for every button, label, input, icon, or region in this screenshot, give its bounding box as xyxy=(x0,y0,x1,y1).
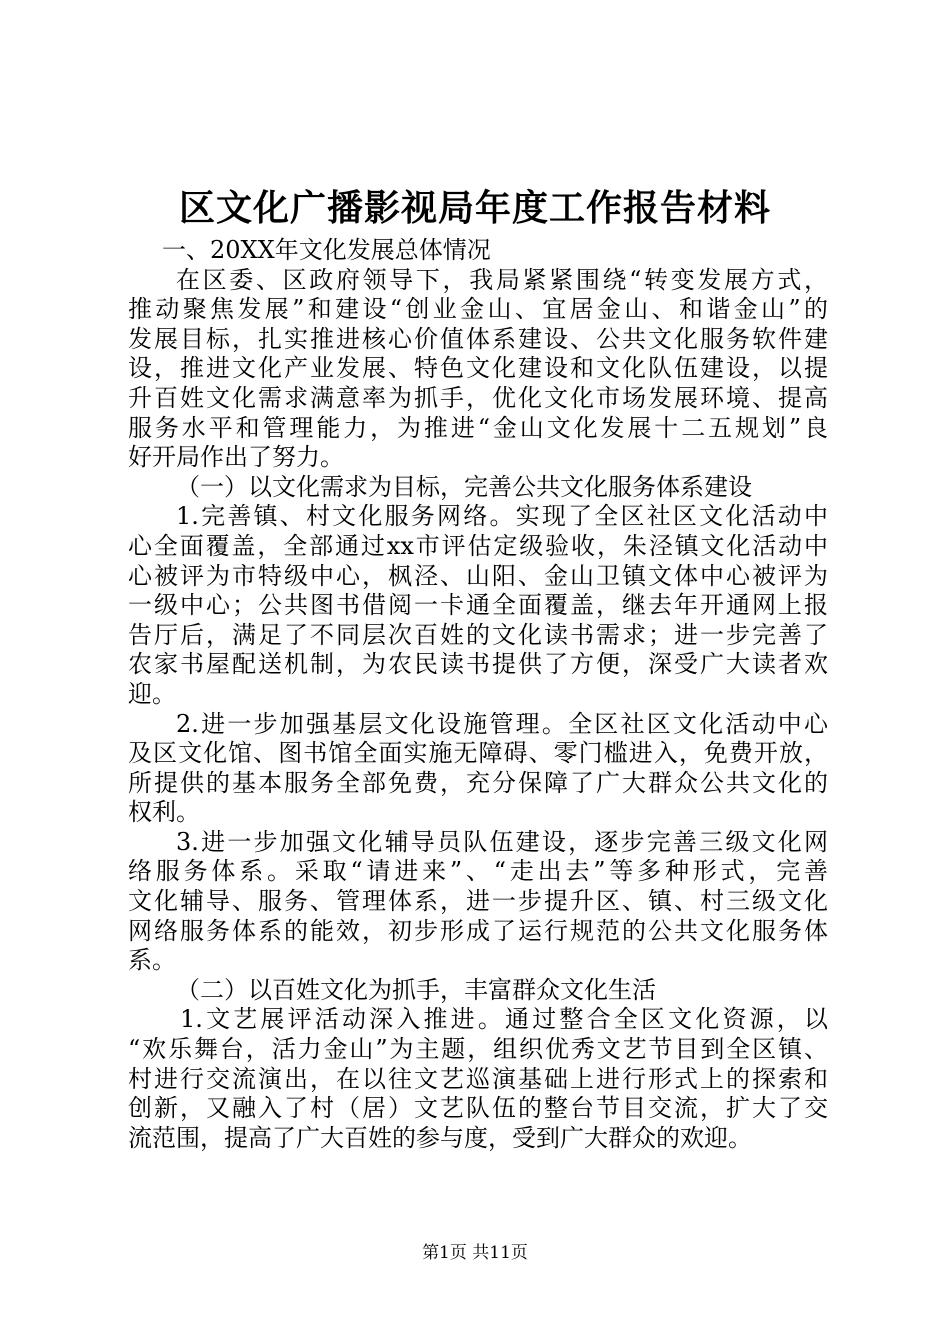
paragraph-line: 所提供的基本服务全部免费，充分保障了广大群众公共文化的 xyxy=(128,768,828,797)
document-body xyxy=(128,236,828,1153)
paragraph-line: 心被评为市特级中心，枫泾、山阳、金山卫镇文体中心被评为 xyxy=(128,561,828,590)
paragraph-line: 告厅后，满足了不同层次百姓的文化读书需求；进一步完善了 xyxy=(128,620,828,649)
paragraph-line: 村进行交流演出，在以往文艺巡演基础上进行形式上的探索和 xyxy=(128,1064,828,1093)
paragraph-line: “欢乐舞台，活力金山”为主题，组织优秀文艺节目到全区镇、 xyxy=(128,1035,828,1064)
paragraph-line: 文化辅导、服务、管理体系，进一步提升区、镇、村三级文化 xyxy=(128,887,828,916)
paragraph-line: 发展目标，扎实推进核心价值体系建设、公共文化服务软件建 xyxy=(128,324,828,353)
paragraph-line: 络服务体系。采取“请进来”、“走出去”等多种形式，完善 xyxy=(128,857,828,886)
paragraph-line: 网络服务体系的能效，初步形成了运行规范的公共文化服务体 xyxy=(128,916,828,945)
paragraph-line: 一、20XX年文化发展总体情况 xyxy=(162,236,491,264)
paragraph-line: （一）以文化需求为目标，完善公共文化服务体系建设 xyxy=(176,472,752,501)
paragraph-line: 服务水平和管理能力，为推进“金山文化发展十二五规划”良 xyxy=(128,413,828,442)
page-footer: 第1页 共11页 xyxy=(422,1243,528,1263)
paragraph-line: 创新，又融入了村（居）文艺队伍的整台节目交流，扩大了交 xyxy=(128,1094,828,1123)
paragraph-line: 2.进一步加强基层文化设施管理。全区社区文化活动中心 xyxy=(176,709,828,738)
paragraph-line: 一级中心；公共图书借阅一卡通全面覆盖，继去年开通网上报 xyxy=(128,591,828,620)
paragraph-line: 1.完善镇、村文化服务网络。实现了全区社区文化活动中 xyxy=(176,502,828,531)
paragraph-line: 在区委、区政府领导下，我局紧紧围绕“转变发展方式， xyxy=(176,265,828,294)
paragraph-line: 推动聚焦发展”和建设“创业金山、宜居金山、和谐金山”的 xyxy=(128,295,828,324)
paragraph-line: 权利。 xyxy=(128,798,200,827)
paragraph-line: 及区文化馆、图书馆全面实施无障碍、零门槛进入，免费开放， xyxy=(128,739,828,768)
paragraph-line: 流范围，提高了广大百姓的参与度，受到广大群众的欢迎。 xyxy=(128,1123,752,1152)
paragraph-line: （二）以百姓文化为抓手，丰富群众文化生活 xyxy=(176,975,656,1004)
paragraph-line: 农家书屋配送机制，为农民读书提供了方便，深受广大读者欢 xyxy=(128,650,828,679)
paragraph-line: 设，推进文化产业发展、特色文化建设和文化队伍建设，以提 xyxy=(128,354,828,383)
paragraph-line: 系。 xyxy=(128,946,176,975)
paragraph-line: 1.文艺展评活动深入推进。通过整合全区文化资源，以 xyxy=(180,1005,828,1034)
paragraph-line: 心全面覆盖，全部通过xx市评估定级验收，朱泾镇文化活动中 xyxy=(128,531,828,560)
paragraph-line: 升百姓文化需求满意率为抓手，优化文化市场发展环境、提高 xyxy=(128,383,828,412)
paragraph-line: 好开局作出了努力。 xyxy=(128,443,344,472)
paragraph-line: 迎。 xyxy=(128,679,176,708)
document-title: 区文化广播影视局年度工作报告材料 xyxy=(178,187,771,229)
paragraph-line: 3.进一步加强文化辅导员队伍建设，逐步完善三级文化网 xyxy=(176,827,828,856)
